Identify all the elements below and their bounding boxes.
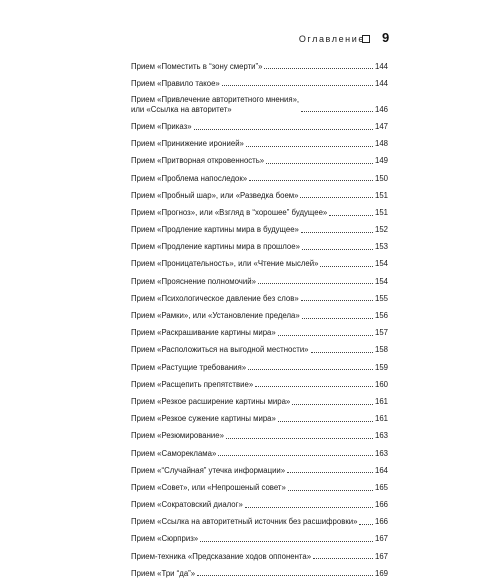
toc-entry-page: 154 bbox=[374, 259, 388, 269]
toc-entry-title-line: Прием «Растущие требования» bbox=[131, 362, 247, 372]
toc-entry-title bbox=[131, 363, 246, 373]
toc-entry-title-line: Прием-техника «Предсказание ходов оппонента» bbox=[131, 551, 312, 561]
toc-entry[interactable] bbox=[131, 235, 388, 252]
toc-entry-page: 144 bbox=[374, 61, 388, 71]
dot-leader bbox=[246, 145, 373, 147]
toc-entry[interactable] bbox=[131, 88, 388, 114]
dot-leader bbox=[222, 84, 373, 86]
toc-entry-page: 160 bbox=[374, 379, 388, 389]
toc-entry[interactable] bbox=[131, 269, 388, 286]
dot-leader bbox=[264, 67, 373, 69]
toc-entry[interactable] bbox=[131, 355, 388, 372]
toc-entry-title-line: Прием «Сюрприз» bbox=[131, 534, 199, 544]
toc-entry[interactable] bbox=[131, 407, 388, 424]
toc-entry[interactable] bbox=[131, 372, 388, 389]
toc-entry-page: 156 bbox=[374, 311, 388, 321]
toc-entry-page: 163 bbox=[374, 431, 388, 441]
toc-entry-title bbox=[131, 466, 285, 476]
toc-entry-title bbox=[131, 569, 195, 578]
dot-leader bbox=[249, 179, 373, 181]
toc-entry-title-line: Прием «Продление картины мира в прошлое» bbox=[131, 242, 300, 252]
toc-entry-title bbox=[131, 174, 247, 184]
toc-entry-page: 153 bbox=[374, 242, 388, 252]
toc-entry[interactable] bbox=[131, 441, 388, 458]
toc-entry-page: 165 bbox=[374, 482, 388, 492]
toc-entry-title-line: Прием «Привлечение авторитетного мнения», bbox=[131, 95, 300, 105]
toc-entry-title-line: Прием «Рамки», или «Установление предела» bbox=[131, 311, 300, 321]
toc-entry-title bbox=[131, 191, 298, 201]
toc-entry-title-line: Прием «Принижение иронией» bbox=[131, 139, 244, 149]
toc-entry-page: 144 bbox=[374, 78, 388, 88]
toc-entry-page: 155 bbox=[374, 293, 388, 303]
dot-leader bbox=[302, 317, 373, 319]
dot-leader bbox=[258, 282, 373, 284]
toc-entry-title-line: Прием «Расщепить препятствие» bbox=[131, 379, 254, 389]
toc-entry[interactable] bbox=[131, 303, 388, 320]
toc-entry-title bbox=[131, 122, 192, 132]
toc-entry-title-line: Прием «Приказ» bbox=[131, 121, 192, 131]
toc-entry-title bbox=[131, 534, 198, 544]
dot-leader bbox=[200, 540, 373, 542]
toc-entry-page: 151 bbox=[374, 207, 388, 217]
toc-entry-title bbox=[131, 500, 243, 510]
toc-entry-title bbox=[131, 517, 357, 527]
dot-leader bbox=[278, 334, 373, 336]
toc-entry[interactable] bbox=[131, 561, 388, 578]
dot-leader bbox=[292, 403, 373, 405]
dot-leader bbox=[218, 454, 373, 456]
dot-leader bbox=[359, 523, 373, 525]
toc-entry[interactable] bbox=[131, 527, 388, 544]
toc-entry-title-line: Прием «Резкое сужение картины мира» bbox=[131, 414, 276, 424]
toc-entry-title-line: Прием «Раскрашивание картины мира» bbox=[131, 328, 276, 338]
dot-leader bbox=[302, 248, 373, 250]
toc-entry-title-line: Прием «Продление картины мира в будущее» bbox=[131, 225, 299, 235]
page-number: 9 bbox=[382, 30, 390, 45]
toc-entry[interactable] bbox=[131, 114, 388, 131]
toc-entry-title bbox=[131, 431, 224, 441]
toc-entry-title-line: Прием «Резюмирование» bbox=[131, 431, 224, 441]
toc-entry-title-line: Прием «Проблема напоследок» bbox=[131, 173, 248, 183]
toc-entry-title-line: Прием «Расположиться на выгодной местности» bbox=[131, 345, 309, 355]
toc-entry-title bbox=[131, 449, 216, 459]
dot-leader bbox=[226, 437, 373, 439]
toc-entry[interactable] bbox=[131, 166, 388, 183]
toc-entry-title-line: Прием «Сократовский диалог» bbox=[131, 500, 243, 510]
toc-entry[interactable] bbox=[131, 475, 388, 492]
toc-entry-page: 148 bbox=[374, 139, 388, 149]
toc-entry-page: 159 bbox=[374, 362, 388, 372]
dot-leader bbox=[266, 162, 373, 164]
toc-entry[interactable] bbox=[131, 493, 388, 510]
toc-entry-title bbox=[131, 156, 264, 166]
dot-leader bbox=[329, 214, 373, 216]
toc-entry-page: 161 bbox=[374, 414, 388, 424]
toc-entry-title bbox=[131, 79, 220, 89]
running-header-title: Оглавление bbox=[298, 34, 365, 44]
toc-entry-title-line: Прием «Три “да”» bbox=[131, 568, 196, 578]
toc-entry[interactable] bbox=[131, 424, 388, 441]
toc-entry[interactable] bbox=[131, 458, 388, 475]
toc-entry-page: 161 bbox=[374, 396, 388, 406]
toc-entry-title bbox=[131, 242, 300, 252]
toc-entry-title-line: Прием «Поместить в “зону смерти”» bbox=[131, 61, 263, 71]
dot-leader bbox=[287, 471, 373, 473]
toc-entry-page: 167 bbox=[374, 551, 388, 561]
toc-entry-title-line: Прием «Совет», или «Непрошеный совет» bbox=[131, 482, 286, 492]
toc-entry[interactable] bbox=[131, 252, 388, 269]
toc-entry-title bbox=[131, 294, 299, 304]
toc-entry[interactable] bbox=[131, 200, 388, 217]
toc-entry-page: 157 bbox=[374, 328, 388, 338]
toc-entry-title bbox=[131, 414, 276, 424]
toc-entry-page: 169 bbox=[374, 568, 388, 578]
toc-entry-title bbox=[131, 380, 253, 390]
toc-entry[interactable] bbox=[131, 149, 388, 166]
toc-entry[interactable] bbox=[131, 389, 388, 406]
toc-entry[interactable] bbox=[131, 510, 388, 527]
toc-entry-title bbox=[131, 345, 309, 355]
dot-leader bbox=[300, 196, 373, 198]
toc-entry-page: 154 bbox=[374, 276, 388, 286]
toc-entry-title-line: Прием «Пробный шар», или «Разведка боем» bbox=[131, 190, 299, 200]
toc-entry-page: 152 bbox=[374, 225, 388, 235]
toc-entry-page: 164 bbox=[374, 465, 388, 475]
toc-entry-title bbox=[131, 95, 299, 114]
toc-entry-page: 166 bbox=[374, 500, 388, 510]
toc-entry-title-line: Прием «Психологическое давление без слов» bbox=[131, 293, 299, 303]
toc-entry[interactable] bbox=[131, 338, 388, 355]
toc-entry-page: 167 bbox=[374, 534, 388, 544]
toc-entry-title bbox=[131, 277, 256, 287]
dot-leader bbox=[313, 557, 373, 559]
toc-entry-page: 146 bbox=[374, 104, 388, 114]
toc-entry-title bbox=[131, 259, 318, 269]
toc-entry-page: 150 bbox=[374, 173, 388, 183]
dot-leader bbox=[320, 265, 373, 267]
toc-entry[interactable] bbox=[131, 183, 388, 200]
toc-entry-title bbox=[131, 483, 286, 493]
dot-leader bbox=[248, 368, 373, 370]
toc-entry-title bbox=[131, 552, 311, 562]
toc-entry-title bbox=[131, 225, 299, 235]
toc-entry-page: 147 bbox=[374, 121, 388, 131]
toc-entry-title-line: Прием «Самореклама» bbox=[131, 448, 217, 458]
dot-leader bbox=[194, 128, 373, 130]
toc-entry-page: 151 bbox=[374, 190, 388, 200]
toc-entry-title-line: Прием «Притворная откровенность» bbox=[131, 156, 265, 166]
toc-entry-page: 166 bbox=[374, 517, 388, 527]
dot-leader bbox=[301, 299, 373, 301]
toc-entry-title-line: Прием «Прояснение полномочий» bbox=[131, 276, 256, 286]
toc-entry-title-line: Прием «Правило такое» bbox=[131, 78, 220, 88]
toc-entry-title bbox=[131, 208, 327, 218]
toc-entry-page: 158 bbox=[374, 345, 388, 355]
toc-entry[interactable] bbox=[131, 321, 388, 338]
toc-entry[interactable] bbox=[131, 286, 388, 303]
toc-entry-title-line: Прием «Резкое расширение картины мира» bbox=[131, 396, 291, 406]
dot-leader bbox=[278, 420, 373, 422]
dot-leader bbox=[311, 351, 373, 353]
page-header bbox=[0, 0, 500, 56]
toc-entry-title-line: Прием «Ссылка на авторитетный источник без расшифровки» bbox=[131, 517, 358, 527]
toc-entry-title bbox=[131, 62, 262, 72]
dot-leader bbox=[301, 110, 373, 112]
toc-entry-page: 149 bbox=[374, 156, 388, 166]
square-bullet-icon bbox=[362, 35, 370, 43]
toc-entry-title bbox=[131, 397, 290, 407]
toc-entry-title-line: Прием «“Случайная” утечка информации» bbox=[131, 465, 286, 475]
toc-entry-title bbox=[131, 311, 300, 321]
dot-leader bbox=[301, 231, 373, 233]
toc-entry-title bbox=[131, 139, 244, 149]
toc-entry[interactable] bbox=[131, 218, 388, 235]
toc-entry-title-line: Прием «Проницательность», или «Чтение мыслей» bbox=[131, 259, 319, 269]
toc-entry[interactable] bbox=[131, 544, 388, 561]
dot-leader bbox=[288, 489, 373, 491]
toc-entry[interactable] bbox=[131, 71, 388, 88]
dot-leader bbox=[197, 574, 373, 576]
dot-leader bbox=[245, 506, 373, 508]
toc-entry-title bbox=[131, 328, 276, 338]
toc-entry-title-line: Прием «Прогноз», или «Взгляд в “хорошее” будущее» bbox=[131, 207, 328, 217]
toc-entry[interactable] bbox=[131, 54, 388, 71]
table-of-contents bbox=[131, 54, 388, 578]
toc-entry[interactable] bbox=[131, 132, 388, 149]
toc-entry-title-line: или «Ссылка на авторитет» bbox=[131, 104, 232, 114]
toc-entry-page: 163 bbox=[374, 448, 388, 458]
dot-leader bbox=[255, 385, 373, 387]
